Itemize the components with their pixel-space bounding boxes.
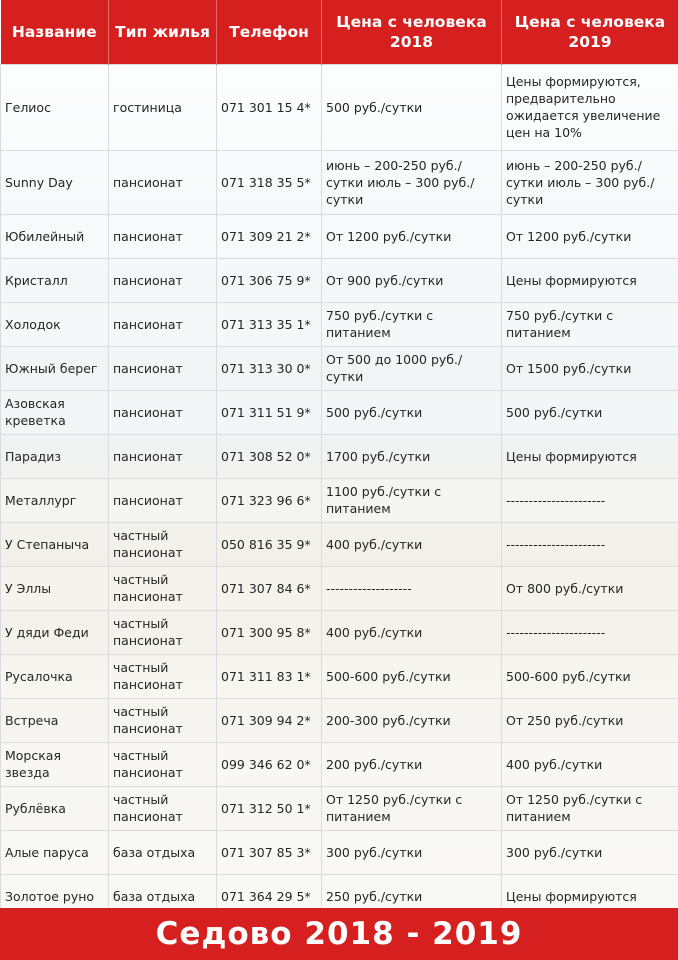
table-cell: 300 руб./сутки: [502, 830, 678, 874]
table-cell: база отдыха: [109, 874, 217, 918]
table-cell: Алые паруса: [1, 830, 109, 874]
table-cell: гостиница: [109, 64, 217, 150]
table-row: [1, 434, 678, 478]
table-cell: частный пансионат: [109, 654, 217, 698]
table-row: [1, 610, 678, 654]
table-cell: 071 311 83 1*: [217, 654, 322, 698]
table-cell: Рублёвка: [1, 786, 109, 830]
table-row: [1, 654, 678, 698]
column-header: Телефон: [217, 0, 322, 64]
table-cell: 071 318 35 5*: [217, 150, 322, 214]
table-cell: 071 323 96 6*: [217, 478, 322, 522]
table-body: [1, 64, 678, 918]
table-cell: 1700 руб./сутки: [322, 434, 502, 478]
table-cell: Русалочка: [1, 654, 109, 698]
table-cell: Sunny Day: [1, 150, 109, 214]
table-cell: 071 309 94 2*: [217, 698, 322, 742]
table-header: [1, 0, 678, 64]
table-cell: Кристалл: [1, 258, 109, 302]
column-header: Тип жилья: [109, 0, 217, 64]
column-header: Цена с человека 2019: [502, 0, 678, 64]
table-cell: У Эллы: [1, 566, 109, 610]
table-cell: От 800 руб./сутки: [502, 566, 678, 610]
table-cell: пансионат: [109, 258, 217, 302]
table-cell: пансионат: [109, 390, 217, 434]
table-cell: От 250 руб./сутки: [502, 698, 678, 742]
table-cell: 200 руб./сутки: [322, 742, 502, 786]
column-header: Название: [1, 0, 109, 64]
table-cell: частный пансионат: [109, 610, 217, 654]
table-cell: частный пансионат: [109, 566, 217, 610]
table-row: [1, 478, 678, 522]
table-cell: Цены формируются: [502, 434, 678, 478]
table-cell: 071 313 30 0*: [217, 346, 322, 390]
table-cell: 1100 руб./сутки с питанием: [322, 478, 502, 522]
table-cell: 750 руб./сутки с питанием: [502, 302, 678, 346]
table-row: [1, 390, 678, 434]
table-cell: пансионат: [109, 150, 217, 214]
table-row: [1, 566, 678, 610]
table-row: [1, 214, 678, 258]
table-cell: 400 руб./сутки: [502, 742, 678, 786]
table-cell: 071 307 85 3*: [217, 830, 322, 874]
table-cell: пансионат: [109, 214, 217, 258]
table-cell: От 500 до 1000 руб./сутки: [322, 346, 502, 390]
table-cell: Цены формируются: [502, 258, 678, 302]
table-cell: пансионат: [109, 302, 217, 346]
table-cell: 071 312 50 1*: [217, 786, 322, 830]
table-cell: 300 руб./сутки: [322, 830, 502, 874]
table-cell: У Степаныча: [1, 522, 109, 566]
table-row: [1, 64, 678, 150]
table-cell: 050 816 35 9*: [217, 522, 322, 566]
table-row: [1, 742, 678, 786]
table-cell: Парадиз: [1, 434, 109, 478]
table-cell: ----------------------: [502, 610, 678, 654]
table-cell: 400 руб./сутки: [322, 610, 502, 654]
table-cell: частный пансионат: [109, 698, 217, 742]
table-cell: От 900 руб./сутки: [322, 258, 502, 302]
table-row: [1, 258, 678, 302]
table-cell: Цены формируются: [502, 874, 678, 918]
table-cell: ----------------------: [502, 522, 678, 566]
table-row: [1, 522, 678, 566]
table-cell: Азовская креветка: [1, 390, 109, 434]
table-cell: июнь – 200-250 руб./сутки июль – 300 руб./сутки: [322, 150, 502, 214]
table-cell: 500-600 руб./сутки: [502, 654, 678, 698]
header-row: [1, 0, 678, 64]
table-cell: частный пансионат: [109, 522, 217, 566]
table-row: [1, 302, 678, 346]
table-cell: 099 346 62 0*: [217, 742, 322, 786]
table-cell: Холодок: [1, 302, 109, 346]
table-cell: 500 руб./сутки: [322, 390, 502, 434]
table-cell: 071 300 95 8*: [217, 610, 322, 654]
table-cell: ----------------------: [502, 478, 678, 522]
table-cell: пансионат: [109, 346, 217, 390]
table-cell: От 1500 руб./сутки: [502, 346, 678, 390]
table-cell: Цены формируются, предварительно ожидается увеличение цен на 10%: [502, 64, 678, 150]
table-row: [1, 150, 678, 214]
table-cell: 071 301 15 4*: [217, 64, 322, 150]
table-cell: 071 308 52 0*: [217, 434, 322, 478]
table-cell: Золотое руно: [1, 874, 109, 918]
table-cell: 071 364 29 5*: [217, 874, 322, 918]
table-row: [1, 786, 678, 830]
table-cell: 500-600 руб./сутки: [322, 654, 502, 698]
table-cell: От 1250 руб./сутки с питанием: [322, 786, 502, 830]
table-cell: пансионат: [109, 434, 217, 478]
column-header: Цена с человека 2018: [322, 0, 502, 64]
table-cell: Южный берег: [1, 346, 109, 390]
table-cell: 500 руб./сутки: [502, 390, 678, 434]
table-cell: У дяди Феди: [1, 610, 109, 654]
table-cell: 071 311 51 9*: [217, 390, 322, 434]
table-cell: Юбилейный: [1, 214, 109, 258]
table-cell: Гелиос: [1, 64, 109, 150]
table-cell: Металлург: [1, 478, 109, 522]
table-cell: Встреча: [1, 698, 109, 742]
table-cell: 500 руб./сутки: [322, 64, 502, 150]
table-cell: 071 313 35 1*: [217, 302, 322, 346]
footer-title: Седово 2018 - 2019: [0, 908, 678, 960]
table-cell: частный пансионат: [109, 786, 217, 830]
table-cell: 200-300 руб./сутки: [322, 698, 502, 742]
table-cell: От 1200 руб./сутки: [502, 214, 678, 258]
table-row: [1, 346, 678, 390]
table-cell: пансионат: [109, 478, 217, 522]
table-cell: 071 307 84 6*: [217, 566, 322, 610]
table-cell: 250 руб./сутки: [322, 874, 502, 918]
table-row: [1, 830, 678, 874]
table-cell: база отдыха: [109, 830, 217, 874]
table-cell: 071 306 75 9*: [217, 258, 322, 302]
table-cell: 750 руб./сутки с питанием: [322, 302, 502, 346]
table-cell: 071 309 21 2*: [217, 214, 322, 258]
table-cell: Морская звезда: [1, 742, 109, 786]
table-cell: От 1250 руб./сутки с питанием: [502, 786, 678, 830]
table-row: [1, 698, 678, 742]
table-cell: июнь – 200-250 руб./сутки июль – 300 руб./сутки: [502, 150, 678, 214]
table-cell: частный пансионат: [109, 742, 217, 786]
table-cell: -------------------: [322, 566, 502, 610]
table-cell: 400 руб./сутки: [322, 522, 502, 566]
table-cell: От 1200 руб./сутки: [322, 214, 502, 258]
